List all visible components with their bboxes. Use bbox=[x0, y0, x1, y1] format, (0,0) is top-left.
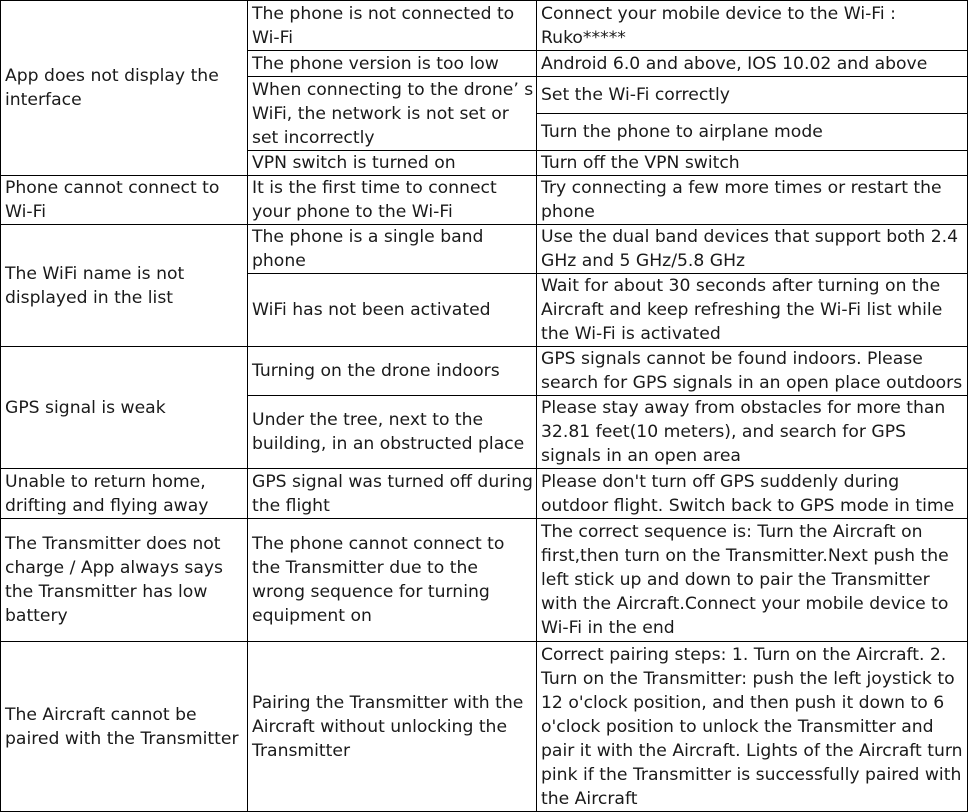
table-row bbox=[1, 519, 968, 642]
solution-cell: Turn the phone to airplane mode bbox=[537, 114, 968, 151]
cause-cell: GPS signal was turned off during the flight bbox=[248, 469, 537, 519]
solution-cell: Use the dual band devices that support both 2.4 GHz and 5 GHz/5.8 GHz bbox=[537, 225, 968, 274]
cause-cell: Under the tree, next to the building, in an obstructed place bbox=[248, 396, 537, 469]
solution-cell: Please stay away from obstacles for more than 32.81 feet(10 meters), and search for GPS signals in an open area bbox=[537, 396, 968, 469]
solution-cell: Set the Wi-Fi correctly bbox=[537, 77, 968, 114]
problem-cell: Unable to return home, drifting and flying away bbox=[1, 469, 248, 519]
cause-cell: The phone is a single band phone bbox=[248, 225, 537, 274]
table-row bbox=[1, 469, 968, 519]
table-row bbox=[1, 225, 968, 274]
problem-cell: Phone cannot connect to Wi-Fi bbox=[1, 176, 248, 225]
cause-cell: The phone is not connected to Wi-Fi bbox=[248, 1, 537, 51]
solution-cell: Try connecting a few more times or restart the phone bbox=[537, 176, 968, 225]
cause-cell: When connecting to the drone’ s WiFi, the network is not set or set incorrectly bbox=[248, 77, 537, 151]
solution-cell: Android 6.0 and above, IOS 10.02 and above bbox=[537, 51, 968, 77]
solution-cell: GPS signals cannot be found indoors. Please search for GPS signals in an open place outdoors bbox=[537, 347, 968, 396]
table-row bbox=[1, 642, 968, 812]
problem-cell: App does not display the interface bbox=[1, 1, 248, 176]
problem-cell: The Aircraft cannot be paired with the Transmitter bbox=[1, 642, 248, 812]
table-row bbox=[1, 1, 968, 51]
solution-cell: Correct pairing steps: 1. Turn on the Aircraft. 2. Turn on the Transmitter: push the left joystick to 12 o'clock position, and then push it down to 6 o'clock position to unlock the Transmitter and pair it with the Aircraft. Lights of the Aircraft turn pink if the Transmitter is successfully paired with the Aircraft bbox=[537, 642, 968, 812]
problem-cell: The WiFi name is not displayed in the list bbox=[1, 225, 248, 347]
problem-cell: The Transmitter does not charge / App always says the Transmitter has low battery bbox=[1, 519, 248, 642]
cause-cell: Pairing the Transmitter with the Aircraft without unlocking the Transmitter bbox=[248, 642, 537, 812]
table-row bbox=[1, 176, 968, 225]
cause-cell: The phone cannot connect to the Transmitter due to the wrong sequence for turning equipment on bbox=[248, 519, 537, 642]
solution-cell: Wait for about 30 seconds after turning on the Aircraft and keep refreshing the Wi-Fi list while the Wi-Fi is activated bbox=[537, 274, 968, 347]
table-row bbox=[1, 347, 968, 396]
solution-cell: Turn off the VPN switch bbox=[537, 151, 968, 176]
cause-cell: WiFi has not been activated bbox=[248, 274, 537, 347]
solution-cell: The correct sequence is: Turn the Aircraft on first,then turn on the Transmitter.Next push the left stick up and down to pair the Transmitter with the Aircraft.Connect your mobile device to Wi-Fi in the end bbox=[537, 519, 968, 642]
cause-cell: The phone version is too low bbox=[248, 51, 537, 77]
problem-cell: GPS signal is weak bbox=[1, 347, 248, 469]
cause-cell: VPN switch is turned on bbox=[248, 151, 537, 176]
cause-cell: It is the first time to connect your phone to the Wi-Fi bbox=[248, 176, 537, 225]
solution-cell: Please don't turn off GPS suddenly during outdoor flight. Switch back to GPS mode in time bbox=[537, 469, 968, 519]
solution-cell: Connect your mobile device to the Wi-Fi : Ruko***** bbox=[537, 1, 968, 51]
cause-cell: Turning on the drone indoors bbox=[248, 347, 537, 396]
